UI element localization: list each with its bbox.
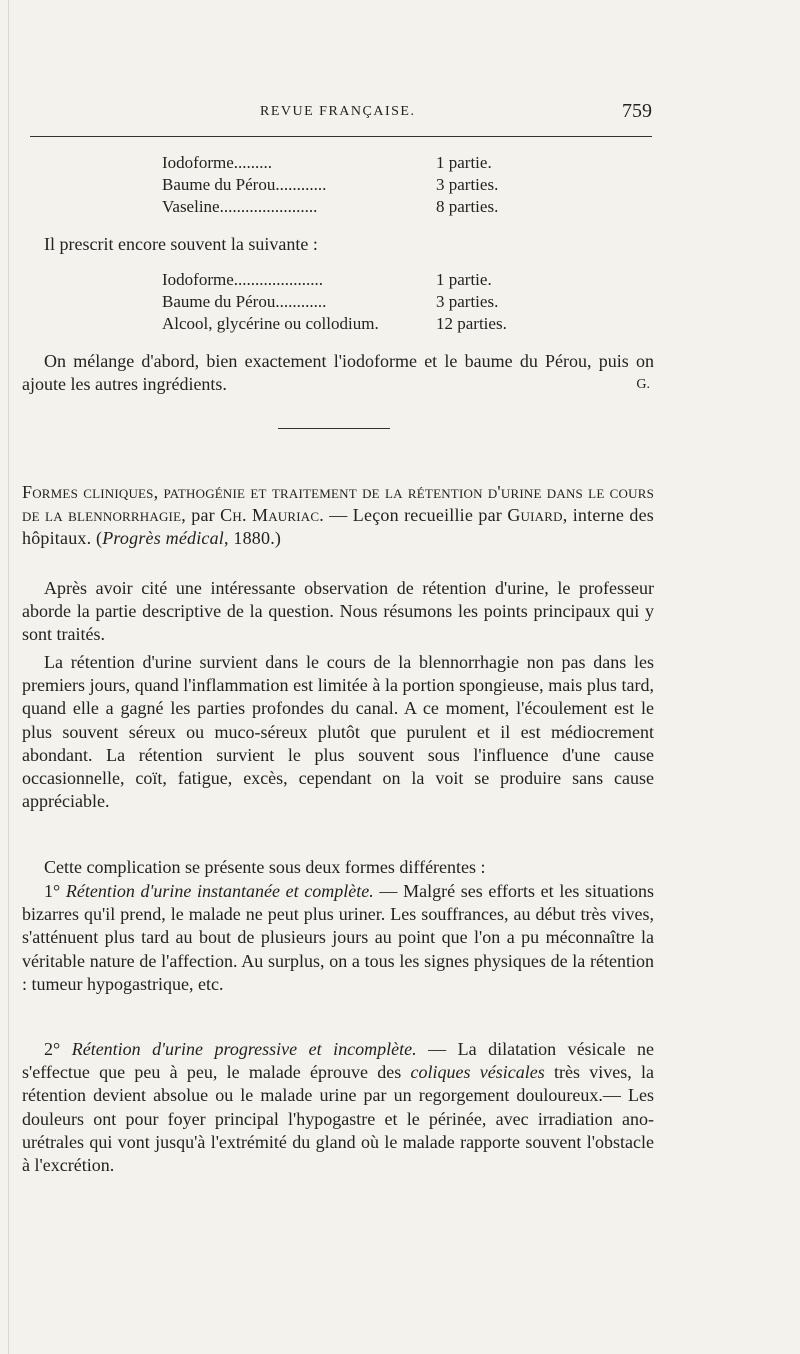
ingredient-name: Baume du Pérou: [162, 175, 276, 194]
ingredient-quantity: 8 parties.: [436, 197, 499, 216]
recipe-row: [162, 269, 522, 291]
body-paragraph-2: La rétention d'urine survient dans le cours de la blennorrhagie non pas dans les premiers jours, quand l'inflammation est limitée à la portion spongieuse, mais plus tard, quand elle a gagné les parties profondes du canal. A ce moment, l'écoulement est le plus souvent séreux ou muco-séreux plutôt que purulent et il est médiocrement abondant. La rétention survient le plus souvent sous l'influence d'une cause occasionnelle, coït, fatigue, excès, cependant on la voit se produire sans cause appréciable.: [22, 652, 654, 812]
body-paragraph-1: Après avoir cité une intéressante observation de rétention d'urine, le professeur aborde la partie descriptive de la question. Nous résumons les points principaux qui y sont traités.: [22, 578, 654, 645]
recipe-first: [162, 152, 522, 218]
leader-dots: .....................: [233, 270, 324, 289]
ingredient-quantity: 12 parties.: [436, 314, 507, 333]
recipe-second: [162, 269, 522, 335]
page-edge-line: [8, 0, 9, 1354]
running-title: REVUE FRANÇAISE.: [260, 104, 416, 119]
article-author: Ch. Mauriac: [220, 505, 320, 526]
leader-dots: ............: [275, 175, 327, 194]
article-year: , 1880.): [224, 528, 282, 549]
emphasis-coliques: coliques vésicales: [410, 1062, 545, 1083]
ingredient-name: Vaseline: [162, 197, 220, 216]
body-paragraph-5: 2° Rétention d'urine progressive et incomplète. — La dilatation vésicale ne s'effectue que peu à peu, le malade éprouve des coliques vésicales très vives, la rétention devient absolue ou le malade urine par un regorgement douloureux.— Les douleurs ont pour foyer principal l'hypogastre et le périnée, avec irradiation ano-urétrales qui vont jusqu'à l'extrémité du gland où le malade rapporte souvent l'obstacle à l'excrétion.: [22, 1039, 655, 1176]
leader-dots: ............: [275, 292, 327, 311]
recipe-intro: Il prescrit encore souvent la suivante :: [44, 234, 318, 254]
page-header: [30, 100, 652, 126]
recipe-row: [162, 174, 522, 196]
ingredient-quantity: 1 partie.: [436, 270, 492, 289]
leader-dots: .........: [233, 153, 273, 172]
body-paragraph-3: Cette complication se présente sous deux formes différentes :: [44, 857, 486, 877]
article-title-heading: Formes cliniques, pathogénie et traitement de la rétention d'urine dans le cours de la blennorrhagie,: [22, 482, 654, 526]
recipe-row: [162, 313, 522, 335]
mixing-paragraph: [22, 350, 654, 396]
section-title-1: Rétention d'urine instantanée et complète.: [65, 881, 374, 901]
article-title: Formes cliniques, pathogénie et traitement de la rétention d'urine dans le cours de la blennorrhagie, par Ch. Mauriac. — Leçon recueillie par Guiard, interne des hôpitaux. (Progrès médical, 1880.): [22, 482, 655, 549]
body-paragraph-4: 1° Rétention d'urine instantanée et complète. — Malgré ses efforts et les situations bizarres qu'il prend, le malade ne peut plus uriner. Les souffrances, au début très vives, s'atténuent plus tard au bout de plusieurs jours au point que l'on a pu méconnaître la véritable nature de l'affection. Au surplus, on a tous les signes physiques de la rétention : tumeur hypogastrique, etc.: [22, 881, 654, 994]
ingredient-name: Iodoforme: [162, 153, 234, 172]
mixing-text: On mélange d'abord, bien exactement l'iodoforme et le baume du Pérou, puis on ajoute les autres ingrédients.: [22, 351, 654, 395]
recipe-row: [162, 152, 522, 174]
article-recorder: Guiard: [507, 505, 563, 526]
ingredient-name: Alcool, glycérine ou collodium.: [162, 314, 379, 333]
ingredient-name: Iodoforme: [162, 270, 234, 289]
ingredient-quantity: 3 parties.: [436, 292, 499, 311]
page-number: 759: [622, 100, 652, 122]
recipe-row: [162, 196, 522, 218]
ingredient-name: Baume du Pérou: [162, 292, 276, 311]
section-divider: [278, 428, 390, 429]
section-title-2: Rétention d'urine progressive et incomplète.: [71, 1039, 417, 1059]
ingredient-quantity: 1 partie.: [436, 153, 492, 172]
header-rule: [30, 136, 652, 137]
leader-dots: .......................: [219, 197, 318, 216]
article-source: Progrès médical: [102, 528, 224, 549]
recipe-row: [162, 291, 522, 313]
author-signature: G.: [636, 377, 650, 393]
ingredient-quantity: 3 parties.: [436, 175, 499, 194]
